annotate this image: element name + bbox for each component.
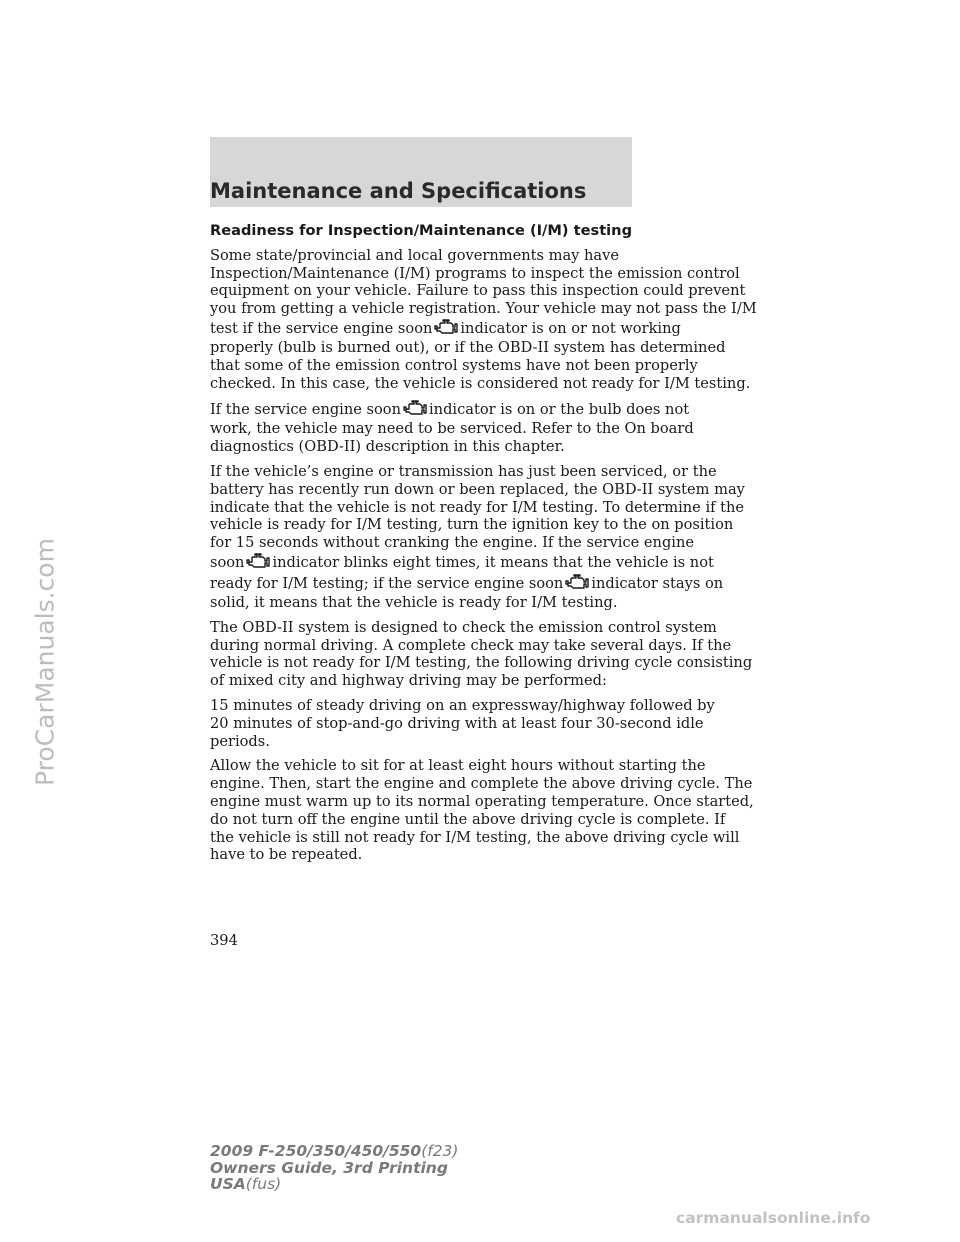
paragraph-5 [210,696,715,750]
paragraph-4 [210,618,753,690]
text-line: you from getting a vehicle registration. Your vehicle may not pass the I/M [210,300,757,318]
check-engine-icon [434,318,458,336]
paragraph-6 [210,757,754,864]
check-engine-icon [246,552,270,570]
text-line: properly (bulb is burned out), or if the OBD-II system has determined [210,338,726,356]
text-line: during normal driving. A complete check may take several days. If the [210,636,732,654]
icon-text-line [210,552,714,573]
bottom-watermark: carmanualsonline.info [676,1209,871,1227]
section-heading: Readiness for Inspection/Maintenance (I/M) testing [210,222,633,239]
text-line: diagnostics (OBD-II) description in this chapter. [210,438,565,456]
page-number: 394 [210,932,238,949]
text-line: Some state/provincial and local governments may have [210,246,620,264]
content-body [210,222,757,871]
text-line: equipment on your vehicle. Failure to pass this inspection could prevent [210,282,746,300]
text-line: vehicle is ready for I/M testing, turn the ignition key to the on position [210,516,734,534]
text-line: Inspection/Maintenance (I/M) programs to inspect the emission control [210,264,740,282]
text-segment: test if the service engine soon [210,319,433,337]
text-line: periods. [210,732,270,750]
text-line: engine. Then, start the engine and complete the above driving cycle. The [210,775,753,793]
paragraph-1 [210,246,757,393]
text-segment: indicator is on or not working [460,319,681,337]
icon-text-line [210,399,690,420]
text-line: have to be repeated. [210,846,363,864]
footer-model: 2009 F-250/350/450/550 [210,1142,422,1160]
paragraph-2 [210,399,694,456]
footer-market: USA [210,1175,246,1193]
footer-market-code: (fus) [245,1175,282,1193]
check-engine-icon [403,399,427,417]
text-segment: indicator stays on [591,574,724,592]
text-line: for 15 seconds without cranking the engine. If the service engine [210,534,695,552]
check-engine-icon [565,573,589,591]
text-line: work, the vehicle may need to be serviced. Refer to the On board [210,420,694,438]
document-footer [210,1143,458,1193]
text-line: the vehicle is still not ready for I/M testing, the above driving cycle will [210,828,740,846]
text-line: If the vehicle’s engine or transmission has just been serviced, or the [210,462,717,480]
text-line: checked. In this case, the vehicle is considered not ready for I/M testing. [210,374,751,392]
side-watermark-text: ProCarManuals.com [30,538,60,786]
footer-model-code: (f23) [421,1142,459,1160]
text-segment: If the service engine soon [210,401,401,419]
text-line: engine must warm up to its normal operating temperature. Once started, [210,792,754,810]
text-segment: ready for I/M testing; if the service engine soon [210,574,564,592]
text-line: indicate that the vehicle is not ready for I/M testing. To determine if the [210,498,745,516]
text-line: Allow the vehicle to sit for at least eight hours without starting the [210,757,706,775]
text-line: do not turn off the engine until the above driving cycle is complete. If [210,810,726,828]
text-line: 15 minutes of steady driving on an expressway/highway followed by [210,696,715,714]
text-line: The OBD-II system is designed to check the emission control system [210,618,717,636]
text-segment: indicator blinks eight times, it means that the vehicle is not [272,553,714,571]
text-segment: indicator is on or the bulb does not [429,401,690,419]
icon-text-line [210,573,724,594]
text-line: that some of the emission control systems have not been properly [210,356,698,374]
text-line: solid, it means that the vehicle is ready for I/M testing. [210,593,618,611]
paragraph-3 [210,462,745,612]
text-segment: soon [210,553,245,571]
page-title: Maintenance and Specifications [210,179,587,203]
text-line: 20 minutes of stop-and-go driving with at least four 30-second idle [210,714,704,732]
text-line: vehicle is not ready for I/M testing, the following driving cycle consisting [210,654,753,672]
text-line: battery has recently run down or been replaced, the OBD-II system may [210,480,745,498]
icon-text-line [210,318,681,339]
text-line: of mixed city and highway driving may be performed: [210,672,607,690]
footer-edition: Owners Guide, 3rd Printing [210,1158,448,1177]
